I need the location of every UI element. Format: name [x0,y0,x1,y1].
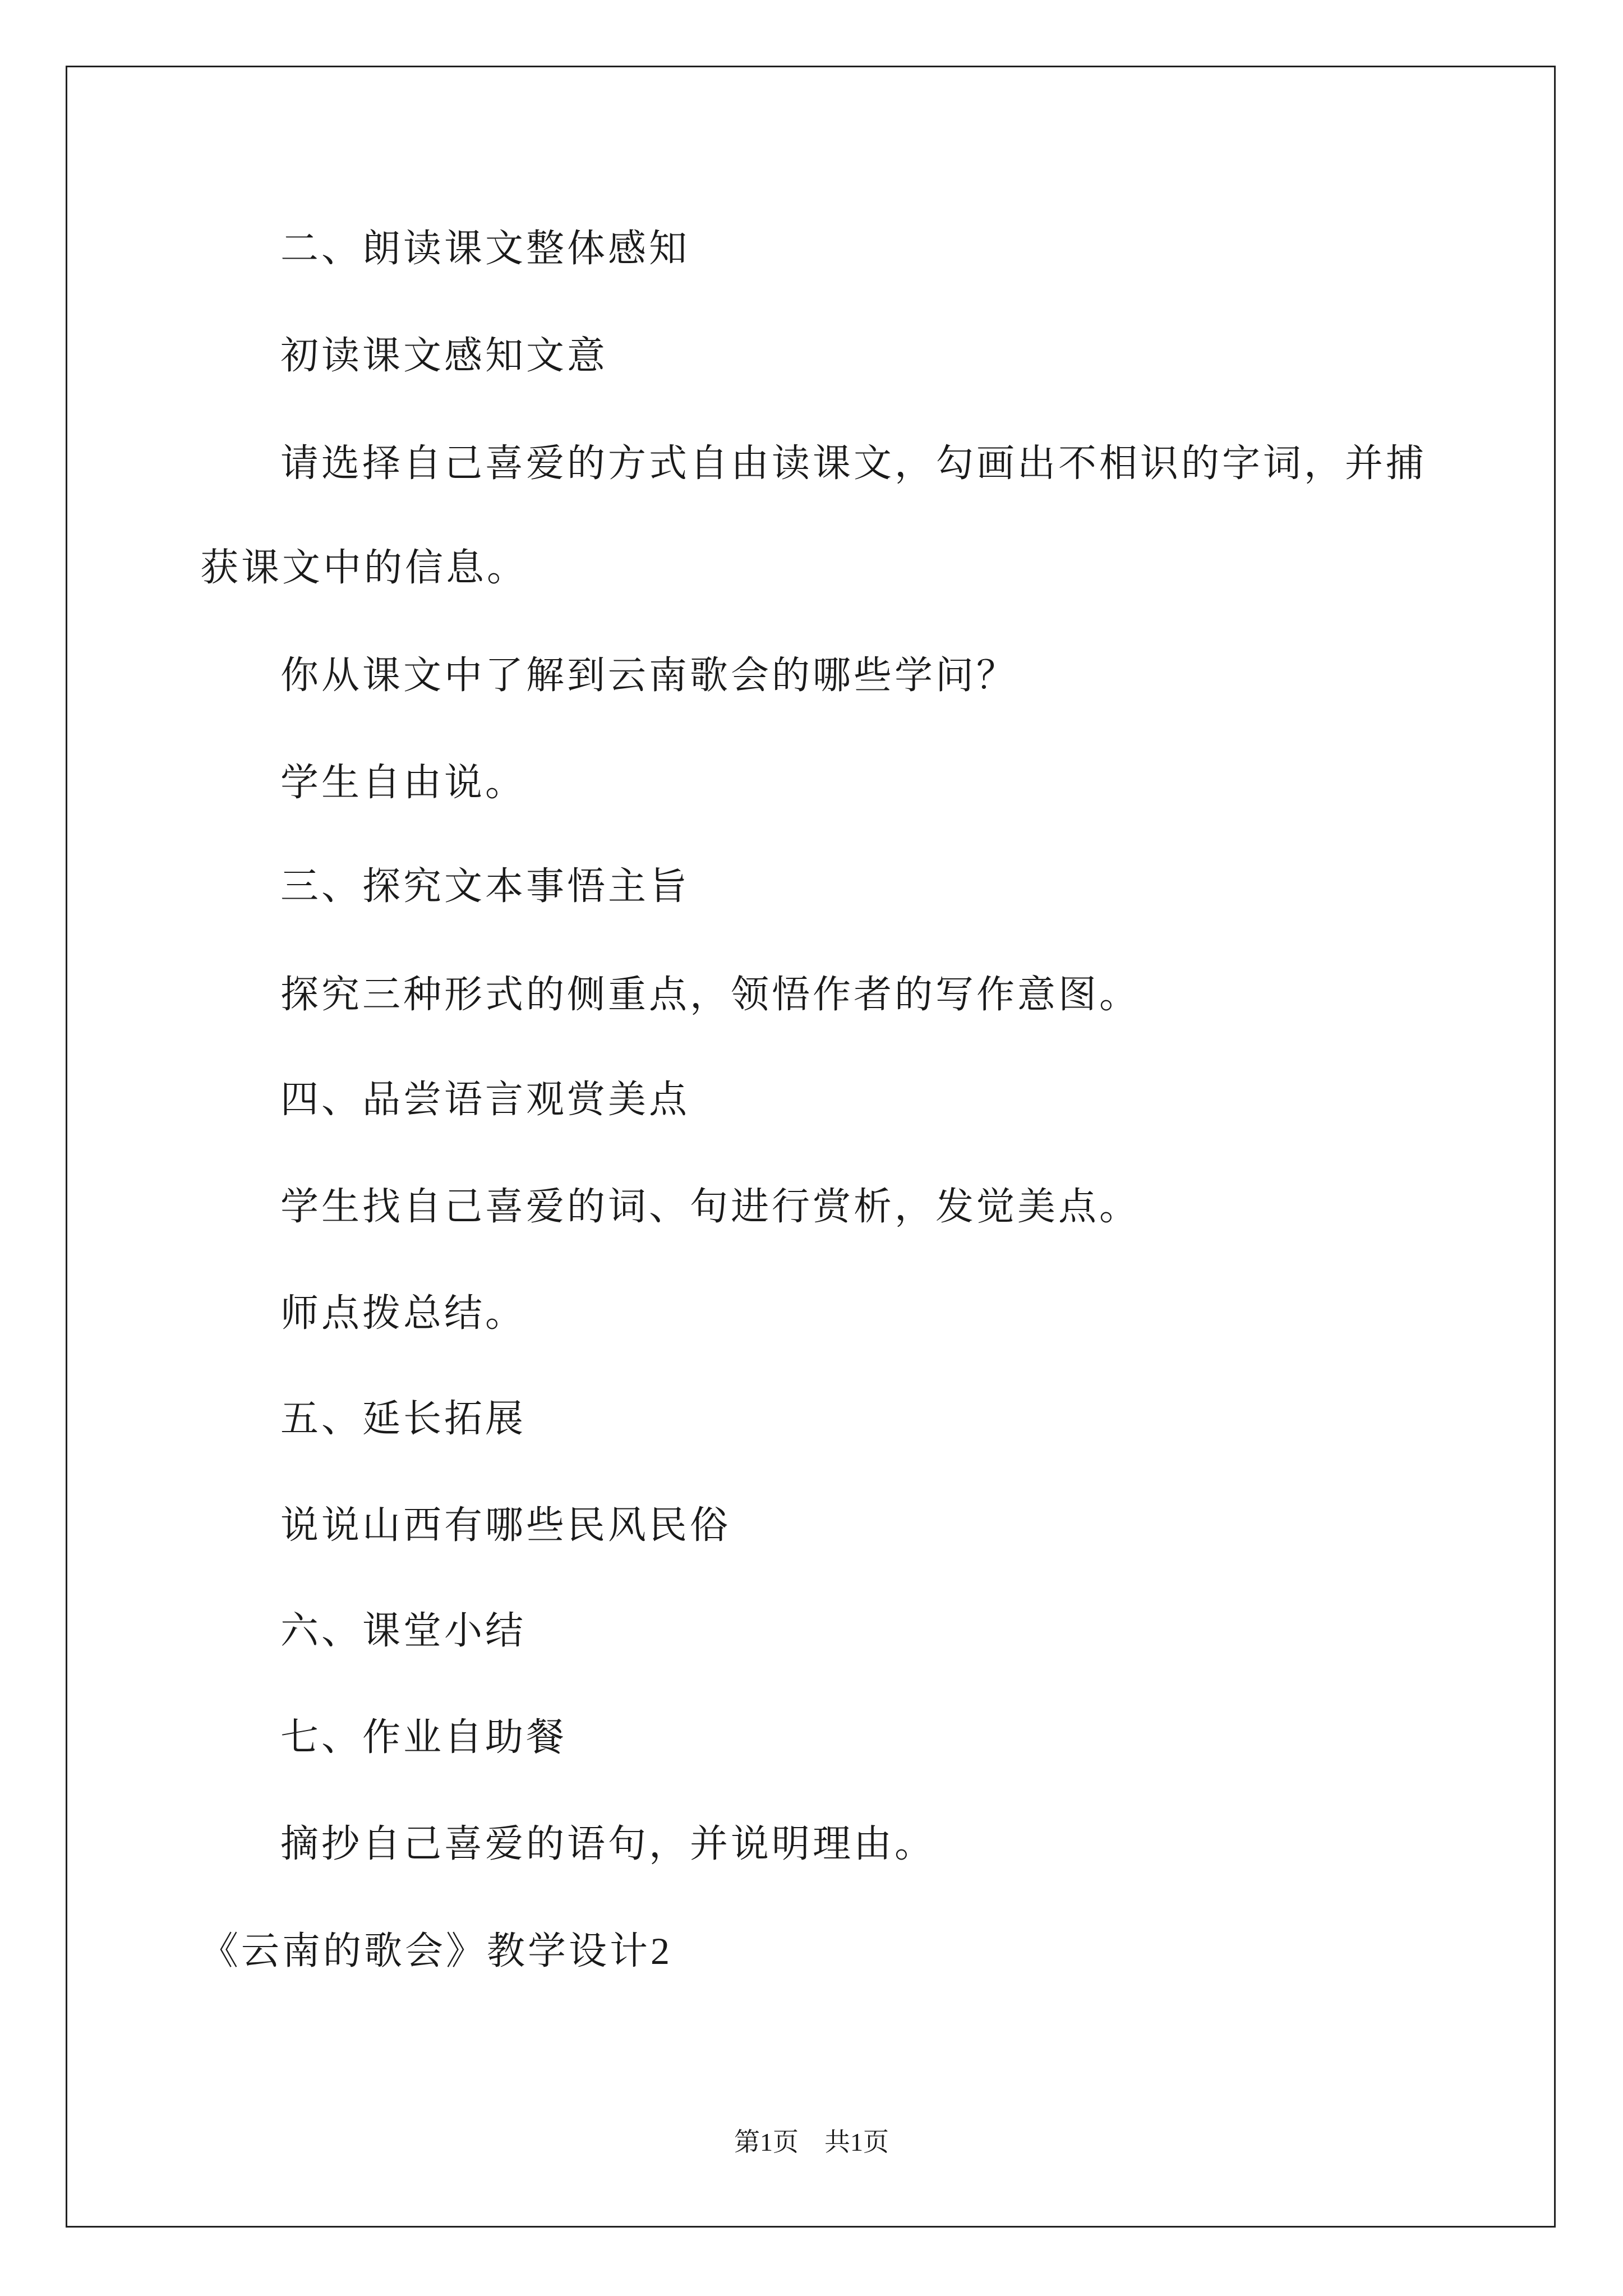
paragraph: 探究三种形式的侧重点，领悟作者的写作意图。 [280,973,1141,1016]
paragraph: 请选择自己喜爱的方式自由读课文，勾画出不相识的字词，并捕 [280,442,1427,485]
paragraph-continuation: 获课文中的信息。 [200,546,528,589]
page-number-footer: 第1页 共1页 [734,2128,889,2156]
section-heading: 二、朗读课文整体感知 [280,227,690,270]
page-border [66,66,1556,2228]
paragraph: 学生自由说。 [280,761,527,804]
paragraph: 学生找自己喜爱的词、句进行赏析，发觉美点。 [280,1185,1141,1228]
paragraph: 你从课文中了解到云南歌会的哪些学问？ [280,654,1018,697]
paragraph: 初读课文感知文意 [280,334,608,377]
paragraph: 说说山西有哪些民风民俗 [280,1504,731,1547]
document-title: 《云南的歌会》教学设计2 [200,1930,673,1972]
paragraph: 摘抄自己喜爱的语句，并说明理由。 [280,1823,936,1865]
section-heading: 五、延长拓展 [280,1397,527,1440]
section-heading: 三、探究文本事悟主旨 [280,865,690,908]
section-heading: 六、课堂小结 [280,1609,527,1652]
paragraph: 师点拨总结。 [280,1292,527,1335]
section-heading: 四、品尝语言观赏美点 [280,1078,690,1121]
section-heading: 七、作业自助餐 [280,1716,568,1759]
